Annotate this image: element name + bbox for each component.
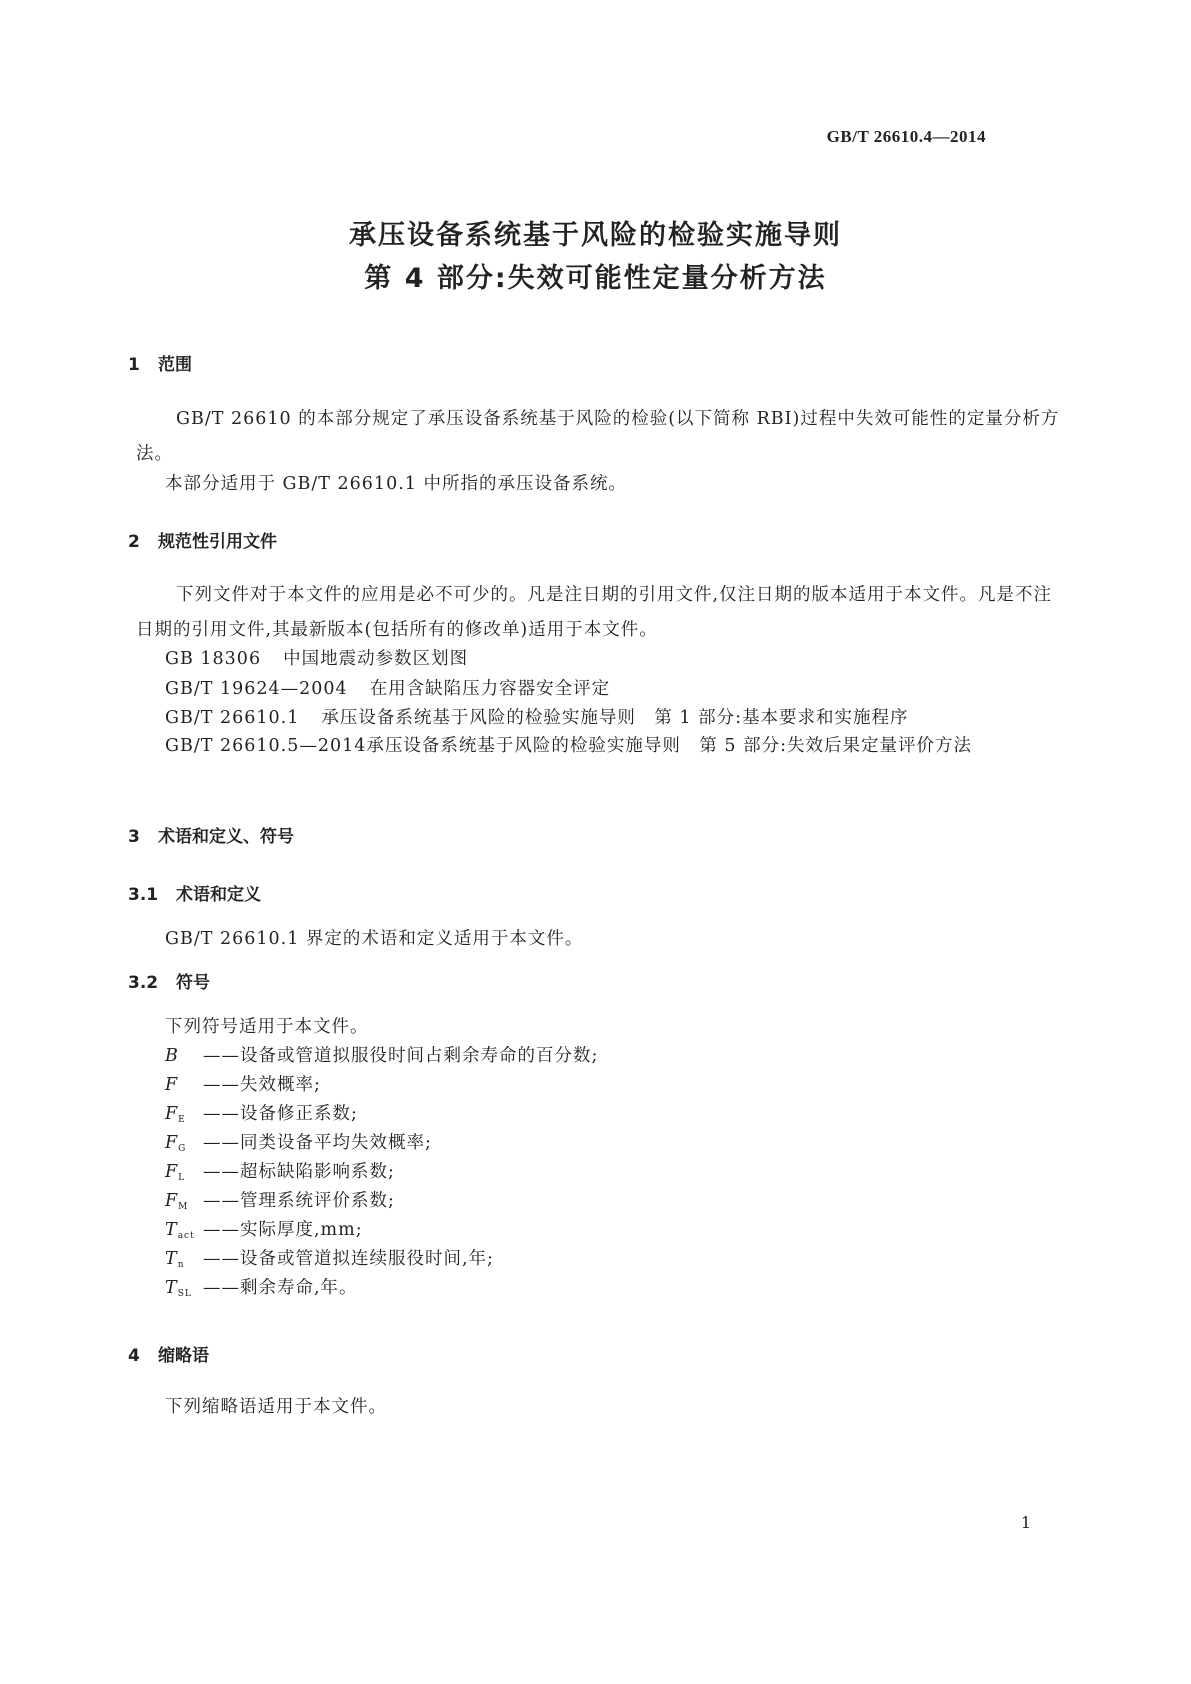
- reference-title: 承压设备系统基于风险的检验实施导则 第 5 部分:失效后果定量评价方法: [366, 736, 973, 756]
- section-1-paragraph-2: 本部分适用于 GB/T 26610.1 中所指的承压设备系统。: [165, 474, 627, 494]
- symbol-description: ——同类设备平均失效概率;: [203, 1133, 432, 1153]
- symbol: $T_{SL}$: [165, 1278, 192, 1299]
- symbol: $F_G$: [165, 1133, 187, 1154]
- subsection-number: 3.2: [128, 973, 159, 993]
- section-1-paragraph-1: GB/T 26610 的本部分规定了承压设备系统基于风险的检验(以下简称 RBI)过程中失效可能性的定量分析方法。: [136, 409, 1060, 464]
- symbol-description: ——设备或管道拟连续服役时间,年;: [203, 1249, 494, 1269]
- section-4-intro: 下列缩略语适用于本文件。: [165, 1397, 387, 1417]
- reference-item: [165, 675, 610, 700]
- reference-item: [165, 645, 468, 670]
- subsection-title: 符号: [176, 973, 210, 993]
- section-number: 1: [128, 355, 140, 375]
- symbol-row: [165, 1274, 358, 1299]
- section-title: 缩略语: [158, 1346, 209, 1366]
- section-number: 3: [128, 827, 140, 847]
- symbol: B: [165, 1046, 179, 1066]
- symbol: $F_E$: [165, 1104, 186, 1125]
- symbol-row: [165, 1100, 358, 1125]
- symbol-description: ——失效概率;: [203, 1075, 321, 1095]
- reference-title: 承压设备系统基于风险的检验实施导则 第 1 部分:基本要求和实施程序: [321, 708, 909, 728]
- symbol-row: [165, 1216, 363, 1241]
- symbol: $T_{act}$: [165, 1220, 195, 1241]
- symbol: $F_M$: [165, 1191, 189, 1212]
- reference-code: GB/T 26610.1: [165, 708, 300, 728]
- subsection-title: 术语和定义: [176, 885, 261, 905]
- symbol: F: [165, 1075, 179, 1095]
- symbol-description: ——管理系统评价系数;: [203, 1191, 395, 1211]
- reference-title: 在用含缺陷压力容器安全评定: [369, 679, 611, 699]
- symbol-row: [165, 1158, 395, 1183]
- subsection-3-2-heading: [128, 968, 210, 993]
- document-id: GB/T 26610.4—2014: [826, 127, 986, 146]
- section-2-intro: 下列文件对于本文件的应用是必不可少的。凡是注日期的引用文件,仅注日期的版本适用于本文件。凡是不注日期的引用文件,其最新版本(包括所有的修改单)适用于本文件。: [136, 585, 1053, 640]
- title-line-2: 第 4 部分:失效可能性定量分析方法: [364, 263, 827, 294]
- section-number: 4: [128, 1346, 140, 1366]
- section-4-heading: [128, 1341, 209, 1366]
- symbol-description: ——剩余寿命,年。: [203, 1278, 358, 1298]
- section-1-heading: [128, 350, 192, 375]
- reference-item: [165, 704, 909, 729]
- symbol-row: [165, 1129, 432, 1154]
- section-title: 术语和定义、符号: [158, 827, 294, 847]
- symbol-description: ——超标缺陷影响系数;: [203, 1162, 395, 1182]
- symbol-description: ——设备修正系数;: [203, 1104, 358, 1124]
- section-3-heading: [128, 822, 294, 847]
- reference-code: GB/T 19624—2004: [165, 679, 348, 699]
- symbol: $F_L$: [165, 1162, 186, 1183]
- symbol-row: [165, 1187, 395, 1212]
- symbols-intro: 下列符号适用于本文件。: [165, 1017, 369, 1037]
- symbol-row: [165, 1071, 321, 1096]
- title-line-1: 承压设备系统基于风险的检验实施导则: [349, 220, 842, 251]
- symbol-description: ——实际厚度,mm;: [203, 1220, 363, 1240]
- symbol-row: [165, 1042, 598, 1067]
- section-number: 2: [128, 532, 140, 552]
- subsection-number: 3.1: [128, 885, 159, 905]
- subsection-3-1-text: GB/T 26610.1 界定的术语和定义适用于本文件。: [165, 929, 584, 949]
- reference-code: GB/T 26610.5—2014: [165, 736, 367, 756]
- symbol-row: [165, 1245, 494, 1270]
- reference-title: 中国地震动参数区划图: [283, 649, 469, 669]
- symbol-description: ——设备或管道拟服役时间占剩余寿命的百分数;: [203, 1046, 599, 1066]
- section-title: 规范性引用文件: [158, 532, 277, 552]
- subsection-3-1-heading: [128, 880, 261, 905]
- page-number: 1: [1020, 1513, 1031, 1532]
- reference-code: GB 18306: [165, 649, 262, 669]
- section-2-heading: [128, 527, 277, 552]
- reference-item: [136, 729, 1061, 764]
- section-title: 范围: [158, 355, 192, 375]
- symbol: $T_n$: [165, 1249, 185, 1270]
